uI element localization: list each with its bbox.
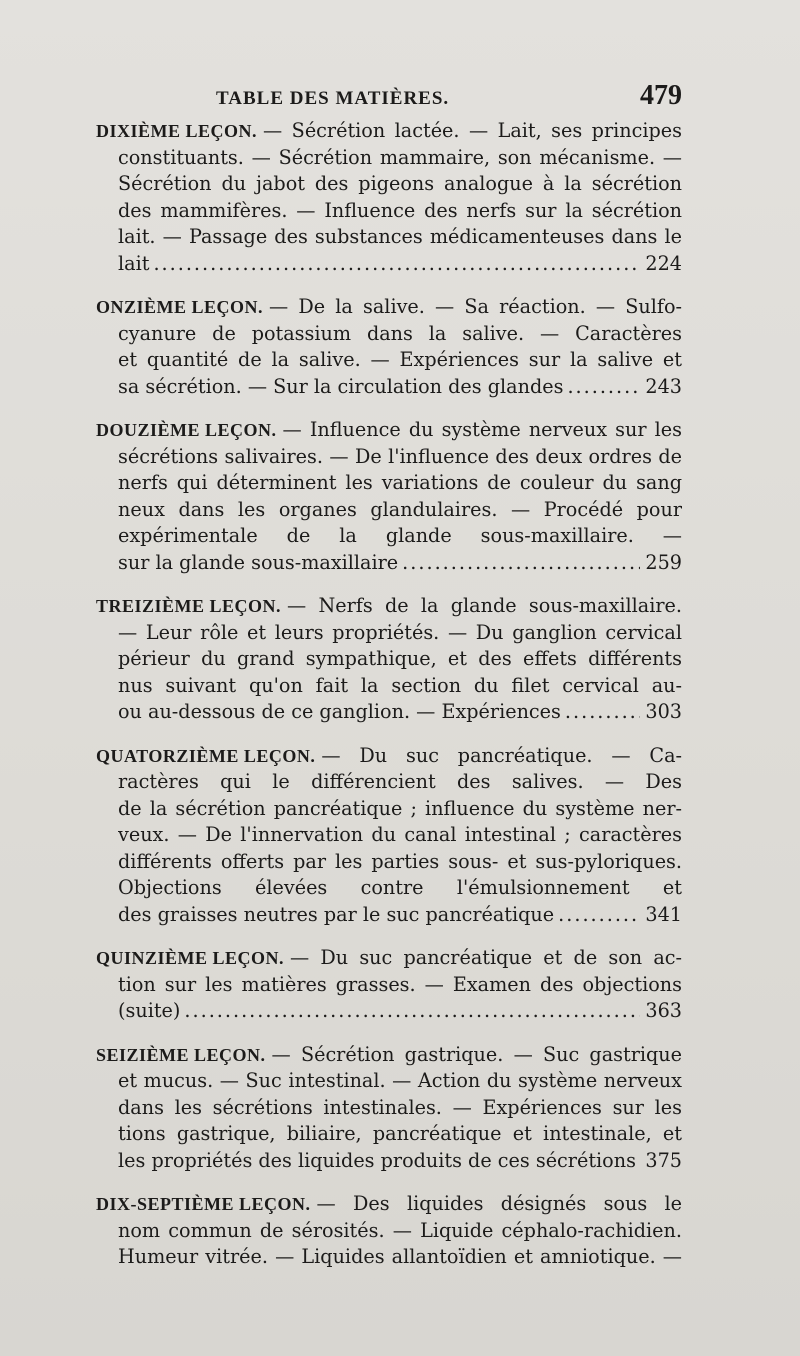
toc-entry-line: [96, 145, 682, 172]
entry-text: — Influence du système nerveux sur les: [282, 418, 682, 441]
dot-leader: [184, 998, 640, 1025]
toc-entry-line: [96, 646, 682, 673]
entry-text: neux dans les organes glandulaires. — Procédé pour: [118, 497, 682, 521]
toc-entry-line: [96, 1121, 682, 1148]
entry-text: — Des liquides désignés sous le: [316, 1192, 682, 1215]
entry-text: ou au-dessous de ce ganglion. — Expériences: [118, 700, 561, 723]
entry-page-number: 363: [645, 999, 682, 1022]
toc-entry-last-line: [96, 902, 682, 929]
lecon-heading: TREIZIÈME LEÇON.: [96, 596, 282, 616]
entry-text: de la sécrétion pancréatique ; influence du système ner-: [118, 796, 682, 820]
toc-entry-line: [96, 470, 682, 497]
entry-text: nom commun de sérosités. — Liquide céphalo-rachidien.: [118, 1218, 682, 1242]
toc-entry-last-line: [96, 699, 682, 726]
toc-entry-line: [96, 118, 682, 145]
entry-text: (suite): [118, 999, 181, 1022]
entry-text: nus suivant qu'on fait la section du filet cervical au-: [118, 673, 682, 697]
toc-entry: [96, 945, 682, 1025]
entry-page-number: 224: [645, 251, 682, 275]
entry-text: ractères qui le différencient des salives. — Des: [118, 770, 682, 793]
toc-entry-line: [96, 444, 682, 471]
entry-page-number: 243: [645, 374, 682, 398]
toc-entry-line: [96, 347, 682, 374]
lecon-heading: SEIZIÈME LEÇON.: [96, 1044, 266, 1065]
toc-entry-line: [96, 417, 682, 444]
entry-text: différents offerts par les parties sous- et sus-pyloriques.: [118, 849, 682, 873]
entry-text: périeur du grand sympathique, et des effets différents: [118, 647, 682, 670]
entry-text: des mammifères. — Influence des nerfs sur la sécrétion: [118, 198, 682, 222]
toc-entry-last-line: [96, 550, 682, 577]
entry-text: des graisses neutres par le suc pancréatique: [118, 902, 555, 926]
toc-entry-line: [96, 1244, 682, 1271]
toc-entry-line: [96, 224, 682, 251]
toc-entry-line: [96, 875, 682, 902]
entry-text: — De la salive. — Sa réaction. — Sulfo-: [269, 295, 682, 318]
entry-text: constituants. — Sécrétion mammaire, son mécanisme. —: [118, 145, 682, 169]
page-number: 479: [640, 80, 682, 111]
toc-entry-line: [96, 743, 682, 770]
entry-page-number: 341: [645, 902, 682, 926]
toc-entry-line: [96, 171, 682, 198]
entry-text: sa sécrétion. — Sur la circulation des glandes: [118, 374, 564, 398]
running-title: TABLE DES MATIÈRES.: [216, 88, 450, 109]
entry-text: les propriétés des liquides produits de ces sécrétions: [118, 1148, 636, 1172]
toc-entry-last-line: [96, 251, 682, 278]
dot-leader: [565, 699, 640, 726]
entry-text: Humeur vitrée. — Liquides allantoïdien et amniotique. —: [118, 1245, 682, 1268]
dot-leader: [153, 251, 640, 278]
toc-entry: [96, 417, 682, 576]
entry-text: tions gastrique, biliaire, pancréatique et intestinale, et: [118, 1122, 682, 1145]
toc-entry-line: [96, 769, 682, 796]
dot-leader: [558, 902, 640, 929]
toc-entry-line: [96, 620, 682, 647]
entry-text: Objections élevées contre l'émulsionnement et: [118, 876, 682, 899]
entry-text: — Nerfs de la glande sous-maxillaire.: [287, 594, 682, 617]
entry-text: tion sur les matières grasses. — Examen des objections: [118, 972, 682, 996]
toc-entry-line: [96, 1191, 682, 1218]
toc-entry-line: [96, 1095, 682, 1122]
toc-entry-line: [96, 321, 682, 348]
toc-entry-last-line: [96, 1148, 682, 1175]
entry-text: sécrétions salivaires. — De l'influence des deux ordres de: [118, 444, 682, 468]
entry-text: lait. — Passage des substances médicamenteuses dans le: [118, 225, 682, 248]
entry-text: cyanure de potassium dans la salive. — Caractères: [118, 321, 682, 345]
entry-text: — Sécrétion gastrique. — Suc gastrique: [271, 1042, 682, 1066]
entry-text: — Sécrétion lactée. — Lait, ses principes: [263, 119, 682, 142]
toc-entry-line: [96, 796, 682, 823]
entry-text: — Leur rôle et leurs propriétés. — Du ganglion cervical: [118, 620, 682, 644]
lecon-heading: DOUZIÈME LEÇON.: [96, 420, 277, 440]
toc-entry-line: [96, 294, 682, 321]
entry-text: — Du suc pancréatique. — Ca-: [321, 743, 682, 767]
toc-entry-last-line: [96, 374, 682, 401]
entry-text: et mucus. — Suc intestinal. — Action du système nerveux: [118, 1069, 682, 1092]
page-header: [96, 80, 682, 120]
dot-leader: [402, 550, 640, 577]
toc-entry-line: [96, 673, 682, 700]
toc-entry-line: [96, 593, 682, 620]
toc-entry-line: [96, 1068, 682, 1095]
entry-text: et quantité de la salive. — Expériences sur la salive et: [118, 348, 682, 371]
toc-entry: [96, 118, 682, 277]
entry-page-number: 303: [645, 700, 682, 723]
toc-entry-line: [96, 945, 682, 972]
lecon-heading: DIXIÈME LEÇON.: [96, 121, 258, 141]
toc-entry-line: [96, 1218, 682, 1245]
entry-text: nerfs qui déterminent les variations de couleur du sang: [118, 471, 682, 494]
toc-entry-line: [96, 849, 682, 876]
table-of-contents: [96, 118, 682, 1288]
lecon-heading: QUATORZIÈME LEÇON.: [96, 745, 316, 766]
lecon-heading: DIX-SEPTIÈME LEÇON.: [96, 1194, 311, 1214]
dot-leader: [567, 374, 640, 401]
entry-text: dans les sécrétions intestinales. — Expériences sur les: [118, 1095, 682, 1119]
entry-text: — Du suc pancréatique et de son ac-: [290, 946, 682, 969]
entry-text: veux. — De l'innervation du canal intestinal ; caractères: [118, 823, 682, 846]
toc-entry-line: [96, 497, 682, 524]
toc-entry: [96, 743, 682, 929]
toc-entry-line: [96, 1042, 682, 1069]
entry-text: lait: [118, 251, 150, 275]
toc-entry: [96, 294, 682, 400]
toc-entry-line: [96, 972, 682, 999]
toc-entry-line: [96, 523, 682, 550]
toc-entry-line: [96, 198, 682, 225]
lecon-heading: ONZIÈME LEÇON.: [96, 297, 264, 317]
lecon-heading: QUINZIÈME LEÇON.: [96, 948, 285, 968]
entry-text: sur la glande sous-maxillaire: [118, 550, 399, 574]
toc-entry: [96, 593, 682, 726]
entry-page-number: 259: [645, 550, 682, 574]
toc-entry-last-line: [96, 998, 682, 1025]
toc-entry: [96, 1191, 682, 1271]
toc-entry: [96, 1042, 682, 1175]
entry-text: Sécrétion du jabot des pigeons analogue à la sécrétion: [118, 172, 682, 195]
entry-page-number: 375: [645, 1148, 682, 1172]
toc-entry-line: [96, 822, 682, 849]
entry-text: expérimentale de la glande sous-maxillaire. —: [118, 524, 682, 547]
